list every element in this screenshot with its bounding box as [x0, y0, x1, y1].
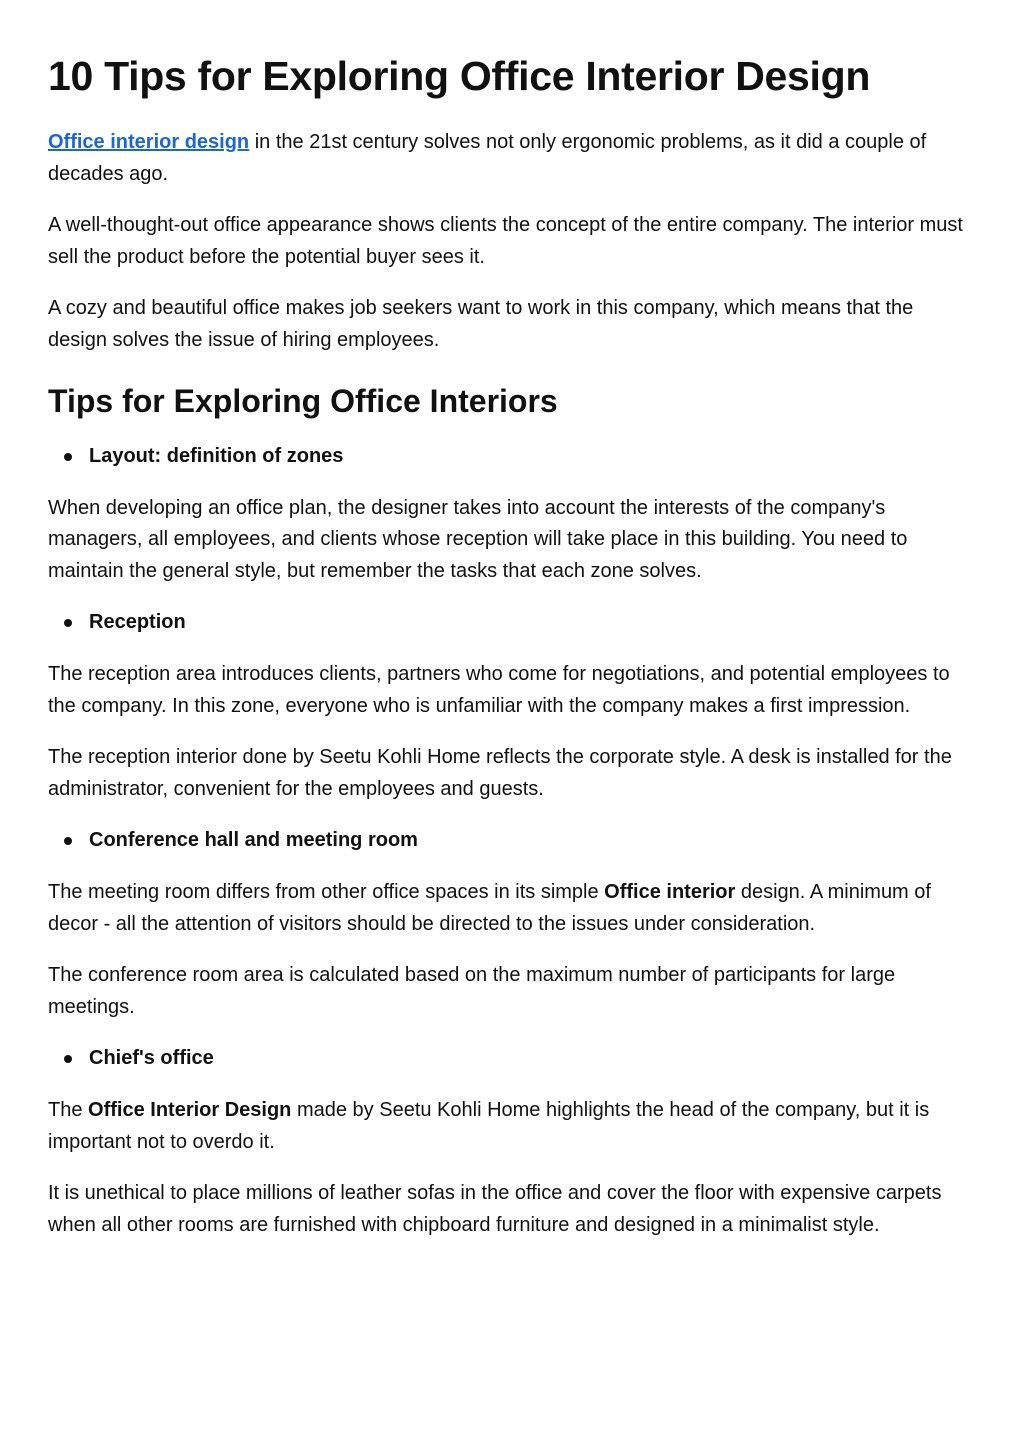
- chief-paragraph-1: [48, 1095, 976, 1158]
- intro-paragraph-1-text: in the 21st century solves not only ergonomic problems, as it did a couple of decades ago.: [48, 131, 927, 185]
- chief-p1-before: The: [48, 1099, 89, 1122]
- section-heading: Tips for Exploring Office Interiors: [48, 383, 558, 420]
- bullet-conference: [64, 825, 976, 855]
- bullet-reception: [64, 607, 976, 637]
- bullet-dot-icon: [64, 453, 72, 461]
- conference-paragraph-2: The conference room area is calculated based on the maximum number of participants for large meetings.: [48, 964, 896, 1018]
- conference-paragraph-1: [48, 877, 976, 940]
- bullet-dot-icon: [64, 1055, 72, 1063]
- conference-p1-bold: Office interior: [604, 881, 736, 904]
- bullet-layout: [64, 441, 976, 471]
- chief-p1-after: made by Seetu Kohli Home highlights the head of the company, but it is important not to overdo it.: [48, 1099, 930, 1153]
- chief-p1-bold: Office Interior Design: [88, 1099, 292, 1122]
- page-title: 10 Tips for Exploring Office Interior Design: [48, 53, 871, 99]
- intro-paragraph-3: A cozy and beautiful office makes job seekers want to work in this company, which means that the design solves the issue of hiring employees.: [48, 297, 914, 351]
- bullet-layout-label: Layout: definition of zones: [89, 444, 344, 467]
- conference-p1-after: design. A minimum of decor - all the attention of visitors should be directed to the issues under consideration.: [48, 881, 931, 935]
- bullet-dot-icon: [64, 619, 72, 627]
- bullet-dot-icon: [64, 837, 72, 845]
- reception-paragraph-1: The reception area introduces clients, partners who come for negotiations, and potential employees to the company. In this zone, everyone who is unfamiliar with the company makes a first impression.: [48, 663, 950, 717]
- reception-paragraph-2: The reception interior done by Seetu Kohli Home reflects the corporate style. A desk is installed for the administrator, convenient for the employees and guests.: [48, 746, 952, 800]
- bullet-list-chief: [48, 1043, 976, 1073]
- bullet-list-reception: [48, 607, 976, 637]
- bullet-reception-label: Reception: [89, 611, 186, 634]
- bullet-list-layout: [48, 441, 976, 471]
- chief-paragraph-2: It is unethical to place millions of leather sofas in the office and cover the floor with expensive carpets when all other rooms are furnished with chipboard furniture and designed in a minimalist style.: [48, 1182, 942, 1236]
- conference-p1-before: The meeting room differs from other office spaces in its simple: [48, 881, 605, 904]
- office-interior-design-link[interactable]: Office interior design: [48, 131, 250, 154]
- intro-paragraph-1: [48, 127, 976, 190]
- bullet-chief: [64, 1043, 976, 1073]
- bullet-chief-label: Chief's office: [89, 1047, 214, 1070]
- bullet-conference-label: Conference hall and meeting room: [89, 829, 418, 852]
- intro-paragraph-2: A well-thought-out office appearance shows clients the concept of the entire company. The interior must sell the product before the potential buyer sees it.: [48, 214, 963, 268]
- bullet-list-conference: [48, 825, 976, 855]
- layout-paragraph: When developing an office plan, the designer takes into account the interests of the company's managers, all employees, and clients whose reception will take place in this building. You need to maintain the general style, but remember the tasks that each zone solves.: [48, 496, 908, 582]
